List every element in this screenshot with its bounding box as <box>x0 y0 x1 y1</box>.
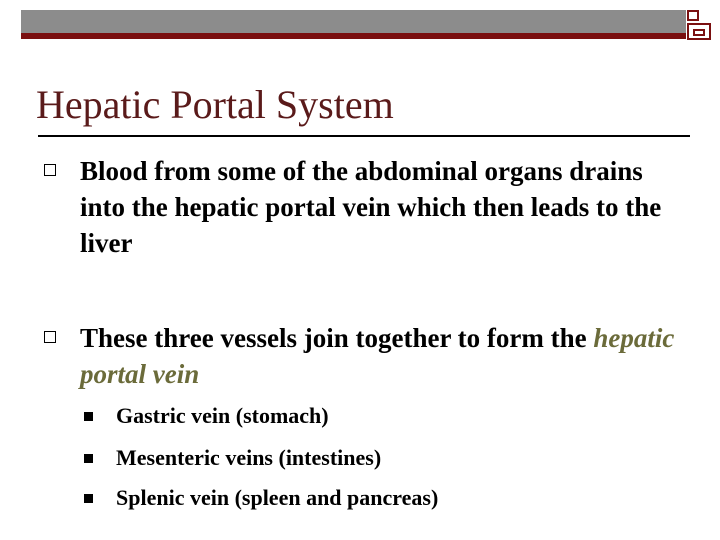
sub-bullet-text: Gastric vein (stomach) <box>116 403 329 428</box>
bullet-text <box>80 320 680 392</box>
corner-decoration <box>687 10 711 40</box>
bullet-text-lead: These three vessels join together to form the <box>80 323 594 353</box>
bullet-text: Blood from some of the abdominal organs drains into the hepatic portal vein which then leads to the liver <box>80 156 662 258</box>
hollow-square-bullet-icon <box>44 164 56 176</box>
slide-title: Hepatic Portal System <box>36 82 394 127</box>
filled-square-bullet-icon <box>84 454 93 463</box>
bullet-text-term: hepatic portal vein <box>80 323 675 389</box>
hollow-square-bullet-icon <box>44 331 56 343</box>
header-accent-line <box>21 33 686 39</box>
sub-bullet-text: Splenic vein (spleen and pancreas) <box>116 485 439 510</box>
title-divider <box>38 135 690 137</box>
filled-square-bullet-icon <box>84 412 93 421</box>
corner-square-large <box>687 23 711 40</box>
filled-square-bullet-icon <box>84 494 93 503</box>
sub-bullet-text: Mesenteric veins (intestines) <box>116 445 382 470</box>
corner-square-small <box>687 10 699 21</box>
